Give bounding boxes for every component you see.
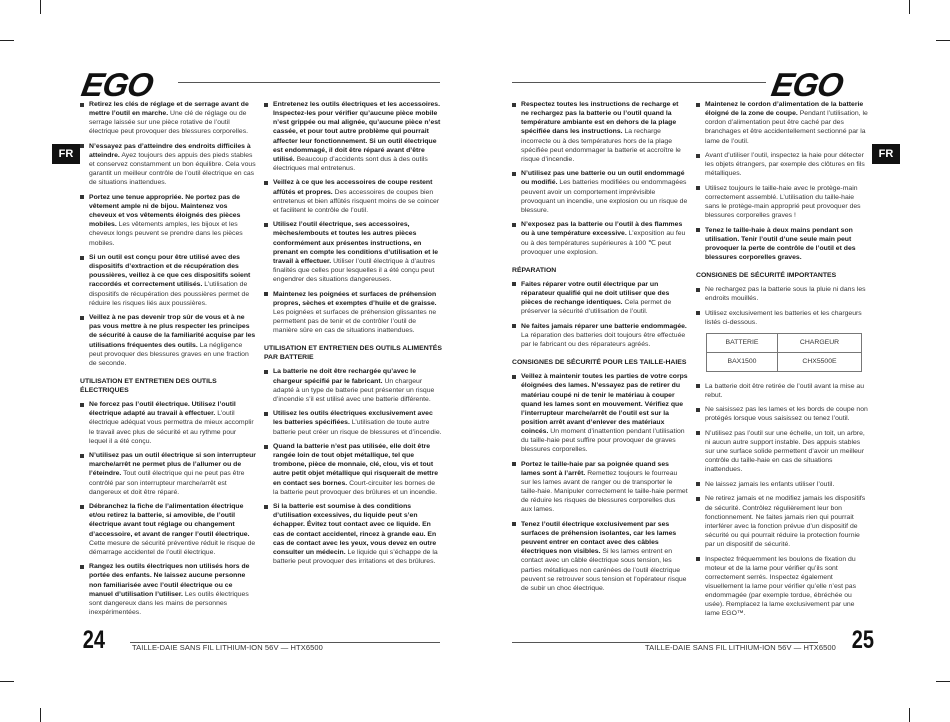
list-item [264,442,442,497]
item-body-text: Avant d’utiliser l’outil, inspectez la haie pour détecter les objets étrangers, par exemple des clôtures en fils métalliques. [705,152,865,178]
item-bold-text: Retirez les clés de réglage et de serrage avant de mettre l’outil en marche. [89,101,249,118]
item-bold-text: Quand la batterie n’est pas utilisée, elle doit être rangée loin de tout objet métallique, tel que trombone, pièce de monnaie, clé, clou, vis et tout autre petit objet métallique qui risquerait de mettre en contact ses bornes. [273,443,439,487]
item-body-text: Les batteries modifiées ou endommagées peuvent avoir un comportement imprévisible provoquant un incendie, une explosion ou un risque de blessure. [521,179,688,214]
item-body-text: La recharge incorrecte ou à des températures hors de la plage spécifiée peut endommager la batterie et accroître le risque d’incendie. [521,128,681,163]
item-body-text: Utilisez exclusivement les batteries et les chargeurs listés ci-dessous. [705,309,862,327]
list-item [512,460,688,515]
item-body-text: Ne retirez jamais et ne modifiez jamais les dispositifs de sécurité. Contrôlez régulièrement leur bon fonctionnement. Ne faites jamais rien qui pourrait interférer avec la fonction prévue d’un dispositif de sécurité ou qui pourrait réduire la protection fournie par un dispositif de sécurité. [705,495,866,549]
table-header-cell: CHARGEUR [778,333,862,352]
item-bold-text: N’utilisez pas un outil électrique si son interrupteur marche/arrêt ne permet plus de l’allumer ou de l’éteindre. [89,452,256,478]
crop-mark [936,681,950,682]
list-item [512,220,688,257]
item-bold-text: N’essayez pas d’atteindre des endroits difficiles à atteindre. [89,142,251,160]
item-body-text: Un chargeur adapté à un type de batterie peut présenter un risque d’incendie s’il est utilisé avec une batterie différente. [273,377,435,403]
column-4 [696,100,868,624]
list-item [264,409,442,436]
section-heading: CONSIGNES DE SÉCURITÉ IMPORTANTES [696,272,837,280]
header-rule [512,82,766,83]
item-bold-text: Rangez les outils électriques non utilisés hors de portée des enfants. Ne laissez aucune personne non familiarisée avec l’outil électrique ou ce manuel d’utilisation l’utiliser. [89,563,250,598]
item-bold-text: Tenez l’outil électrique exclusivement par ses surfaces de préhension isolantes, car les lames peuvent entrer en contact avec des câbles électriques non visibles. [521,520,677,556]
item-body-text: L’exposition au feu ou à des températures supérieures à 100 ℃ peut provoquer une explosion. [521,230,686,256]
list-item [80,313,256,368]
ego-logo: EGO [78,66,156,103]
crop-mark [0,40,14,41]
bullet-list [696,382,868,619]
item-bold-text: Utilisez les outils électriques exclusivement avec les batteries spécifiées. [273,410,433,427]
item-body-text: Cette mesure de sécurité préventive réduit le risque de démarrage accidentel de l’outil électrique. [89,539,256,556]
list-item [80,142,256,188]
list-item [696,382,868,400]
table-row [707,352,862,371]
item-body-text: Les vêtements amples, les bijoux et les cheveux longs peuvent se prendre dans les pièces mobiles. [89,221,243,247]
list-item [696,555,868,619]
list-item [80,451,256,497]
item-body-text: Ne rechargez pas la batterie sous la pluie ni dans les endroits mouillés. [705,286,866,303]
item-body-text: Cela permet de préserver la sécurité d’utilisation de l’outil. [521,299,672,316]
item-body-text: Ne laissez jamais les enfants utiliser l’outil. [705,480,835,488]
item-body-text: Inspectez fréquemment les boulons de fixation du moteur et de la lame pour vérifier qu’ils sont correctement serrés. Inspectez également visuellement la lame pour vérifier qu’elle n’est pas endommagée (par exemple tordue, ébréchée ou usée). Remplacez la lame exclusivement par une lame EGO™. [705,555,857,618]
section-heading: RÉPARATION [512,266,557,274]
footer-text: TAILLE-DAIE SANS FIL LITHIUM-ION 56V — HTX6500 [645,643,836,652]
item-body-text: Les poignées et surfaces de préhension glissantes ne permettent pas de tenir et de contrôler l’outil de manière sûre en cas de situations inattendues. [273,308,437,335]
item-body-text: Des accessoires de coupes bien entretenus et bien affûtés risquent moins de se coincer et facilitent le contrôle de l’outil. [273,188,440,214]
section-heading: UTILISATION ET ENTRETIEN DES OUTILS ALIMENTÉS PAR BATTERIE [264,345,442,362]
item-body-text: Pendant l’utilisation, le cordon d’alimentation peut être caché par des branchages et être accidentellement sectionné par la lame de l’outil. [705,110,868,145]
column-3 [512,100,688,598]
list-item [80,100,256,137]
crop-mark [909,708,910,722]
column-2 [264,100,442,571]
bullet-list [264,100,442,335]
list-item [80,193,256,248]
section-heading: CONSIGNES DE SÉCURITÉ POUR LES TAILLE-HAIES [512,359,687,367]
item-body-text: Si les lames entrent en contact avec un câble électrique sous tension, les parties métalliques non carénées de l’outil électrique peuvent se retrouver sous tension et l’opérateur risque de subir un choc électrique. [521,548,687,592]
bullet-list [512,100,688,257]
crop-mark [40,0,41,14]
language-tab: FR [872,144,900,164]
list-item [696,309,868,327]
list-item [80,253,256,308]
page-number: 25 [851,626,875,654]
list-item [696,100,868,146]
list-item [512,169,688,215]
item-body-text: Ayez toujours des appuis des pieds stables et conservez constamment un bon équilibre. Cela vous garantit un meilleur contrôle de l’outil électrique en cas de situations inattendues. [89,152,256,187]
list-item [512,322,688,349]
list-item [512,100,688,164]
item-bold-text: La batterie ne doit être rechargée qu’avec le chargeur spécifié par le fabricant. [273,368,417,385]
column-1 [80,100,256,623]
crop-mark [909,0,910,14]
item-bold-text: Veillez à ne pas devenir trop sûr de vous et à ne pas vous mettre à ne plus respecter les principes de sécurité à cause de la familiarité acquise par les utilisations fréquentes des outils. [89,314,256,349]
list-item [264,220,442,284]
bullet-list [512,372,688,593]
language-tab: FR [52,144,80,164]
bullet-list [80,400,256,617]
item-bold-text: N’utilisez pas une batterie ou un outil endommagé ou modifié. [521,170,685,187]
item-body-text: L’utilisation de dispositifs de récupération des poussières permet de réduire les risques liés aux poussières. [89,281,250,307]
list-item [696,405,868,423]
item-body-text: Beaucoup d’accidents sont dus à des outils électriques mal entretenus. [273,155,428,172]
item-bold-text: N’exposez pas la batterie ou l’outil à des flammes ou à une température excessive. [521,221,683,238]
table-header-cell: BATTERIE [707,333,778,352]
crop-mark [936,40,950,41]
list-item [696,226,868,263]
list-item [696,480,868,489]
item-bold-text: Débranchez la fiche de l’alimentation électrique et/ou retirez la batterie, si amovible, de l’outil électrique avant tout réglage ou changement d’accessoire, et avant de ranger l’outil électrique. [89,503,250,538]
list-item [512,520,688,593]
battery-charger-table [706,333,862,372]
footer-text: TAILLE-DAIE SANS FIL LITHIUM-ION 56V — HTX6500 [132,643,323,652]
item-bold-text: Veillez à maintenir toutes les parties de votre corps éloignées des lames. N’essayez pas de retirer du matériau coupé ni de tenir le matériau à couper quand les lames sont en mouvement. Vérifiez que l’interrupteur marche/arrêt de l’outil est sur la position arrêt avant d’enlever des matériaux coincés. [521,373,688,436]
table-cell: BAX1500 [707,352,778,371]
item-body-text: Les outils électriques sont dangereux dans les mains de personnes inexpérimentées. [89,590,249,616]
item-bold-text: Maintenez le cordon d’alimentation de la batterie éloigné de la zone de coupe. [705,101,864,118]
item-body-text: La batterie doit être retirée de l’outil avant la mise au rebut. [705,382,865,399]
item-body-text: Remettez toujours le fourreau sur les lames avant de ranger ou de transporter le taille-haie. Manipuler correctement le taille-haie permet de réduire les risques de blessures corporelles dus aux lames. [521,469,688,514]
item-body-text: L’outil électrique adéquat vous permettra de mieux accomplir le travail avec plus de sécurité et au rythme pour lequel il a été conçu. [89,410,254,445]
bullet-list [512,280,688,349]
list-item [696,184,868,221]
item-body-text: Un moment d’inattention pendant l’utilisation du taille-haie peut suffire pour provoquer de graves blessures corporelles. [521,428,685,454]
list-item [264,367,442,404]
list-item [264,100,442,173]
section-heading: UTILISATION ET ENTRETIEN DES OUTILS ÉLECTRIQUES [80,377,217,395]
crop-mark [0,681,14,682]
item-body-text: Utiliser l’outil électrique à d’autres finalités que celles pour lesquelles il a été conçu peut engendrer des situations dangereuses. [273,257,436,284]
item-body-text: Tout outil électrique qui ne peut pas être contrôlé par son interrupteur marche/arrêt est dangereux et doit être réparé. [89,470,245,496]
list-item [264,178,442,215]
item-bold-text: Faites réparer votre outil électrique par un réparateur qualifié qui ne doit utiliser que des pièces de rechange identiques. [521,280,670,307]
item-bold-text: Veillez à ce que les accessoires de coupe restent affûtés et propres. [273,179,433,196]
item-bold-text: Ne forcez pas l’outil électrique. Utilisez l’outil électrique adapté au travail à effectuer. [89,401,236,418]
list-item [512,372,688,454]
list-item [696,285,868,303]
table-header-row [707,333,862,352]
item-bold-text: Entretenez les outils électriques et les accessoires. Inspectez-les pour vérifier qu’aucune pièce mobile n’est grippée ou mal alignée, qu’aucune pièce n’est cassée, et pour tout autre problème qui pourrait affecter leur fonctionnement. Si un outil électrique est endommagé, il doit être réparé avant d’être utilisé. [273,101,441,163]
list-item [80,400,256,446]
item-body-text: Court-circuiter les bornes de la batterie peut provoquer des brûlures et un incendie. [273,479,437,496]
item-bold-text: Utilisez l’outil électrique, ses accessoires, mèches/embouts et toutes les autres pièces conformément aux présentes instructions, en prenant en compte les conditions d’utilisation et le travail à effectuer. [273,221,439,265]
page-number: 24 [82,626,106,654]
item-bold-text: Si la batterie est soumise à des conditions d’utilisation excessives, du liquide peut s’en échapper. Évitez tout contact avec ce liquide. En cas de contact accidentel, rincez à grande eau. En cas de contact avec les yeux, vous devez en outre consulter un médecin. [273,503,437,556]
item-body-text: La réparation des batteries doit toujours être effectuée par le fabricant ou des réparateurs agréés. [521,331,686,349]
item-bold-text: Portez le taille-haie par sa poignée quand ses lames sont à l’arrêt. [521,460,669,477]
bullet-list [80,100,256,368]
list-item [264,502,442,566]
list-item [512,280,688,317]
item-bold-text: Tenez le taille-haie à deux mains pendant son utilisation. Tenir l’outil d’une seule main peut provoquer la perte de contrôle de l’outil et des blessures corporelles graves. [705,226,856,262]
item-body-text: L’utilisation de toute autre batterie peut créer un risque de blessures et d’incendie. [273,419,442,436]
table-cell: CHX5500E [778,352,862,371]
item-body-text: Ne saisissez pas les lames et les bords de coupe non protégés lorsque vous saisissez ou tenez l’outil. [705,406,868,423]
crop-mark [40,708,41,722]
list-item [696,429,868,475]
bullet-list [696,100,868,262]
item-bold-text: Ne faites jamais réparer une batterie endommagée. [521,322,687,330]
list-item [264,290,442,336]
header-rule [178,82,440,83]
bullet-list [696,285,868,327]
list-item [80,562,256,617]
item-body-text: Utilisez toujours le taille-haie avec le protège-main correctement assemblé. L’utilisation du taille-haie sans le protège-main approprié peut provoquer des blessures corporelles graves ! [705,184,861,220]
bullet-list [264,367,442,566]
item-bold-text: Si un outil est conçu pour être utilisé avec des dispositifs d’extraction et de récupération des poussières, veillez à ce que ces dispositifs soient raccordés et correctement utilisés. [89,254,251,289]
item-body-text: N’utilisez pas l’outil sur une échelle, un toit, un arbre, ni aucun autre support instable. Des appuis stables sur une surface solide permettent d’avoir un meilleur contrôle du taille-haie en cas de situations inattendues. [705,429,865,474]
item-bold-text: Maintenez les poignées et surfaces de préhension propres, sèches et exemptes d’huile et de graisse. [273,290,437,307]
ego-logo: EGO [768,66,846,103]
item-body-text: Le liquide qui s’échappe de la batterie peut provoquer des irritations et des brûlures. [273,548,438,565]
list-item [696,151,868,178]
list-item [80,502,256,557]
item-body-text: La négligence peut provoquer des blessures graves en une fraction de seconde. [89,341,249,367]
list-item [696,494,868,549]
item-bold-text: Portez une tenue appropriée. Ne portez pas de vêtement ample ni de bijou. Maintenez vos cheveux et vos vêtements éloignés des pièces mobiles. [89,193,241,229]
item-bold-text: Respectez toutes les instructions de recharge et ne rechargez pas la batterie ou l’outil quand la température ambiante est en dehors de la plage spécifiée dans les instructions. [521,101,679,136]
item-body-text: Une clé de réglage ou de serrage laissée sur une pièce rotative de l’outil électrique peut provoquer des blessures corporelles. [89,110,249,136]
